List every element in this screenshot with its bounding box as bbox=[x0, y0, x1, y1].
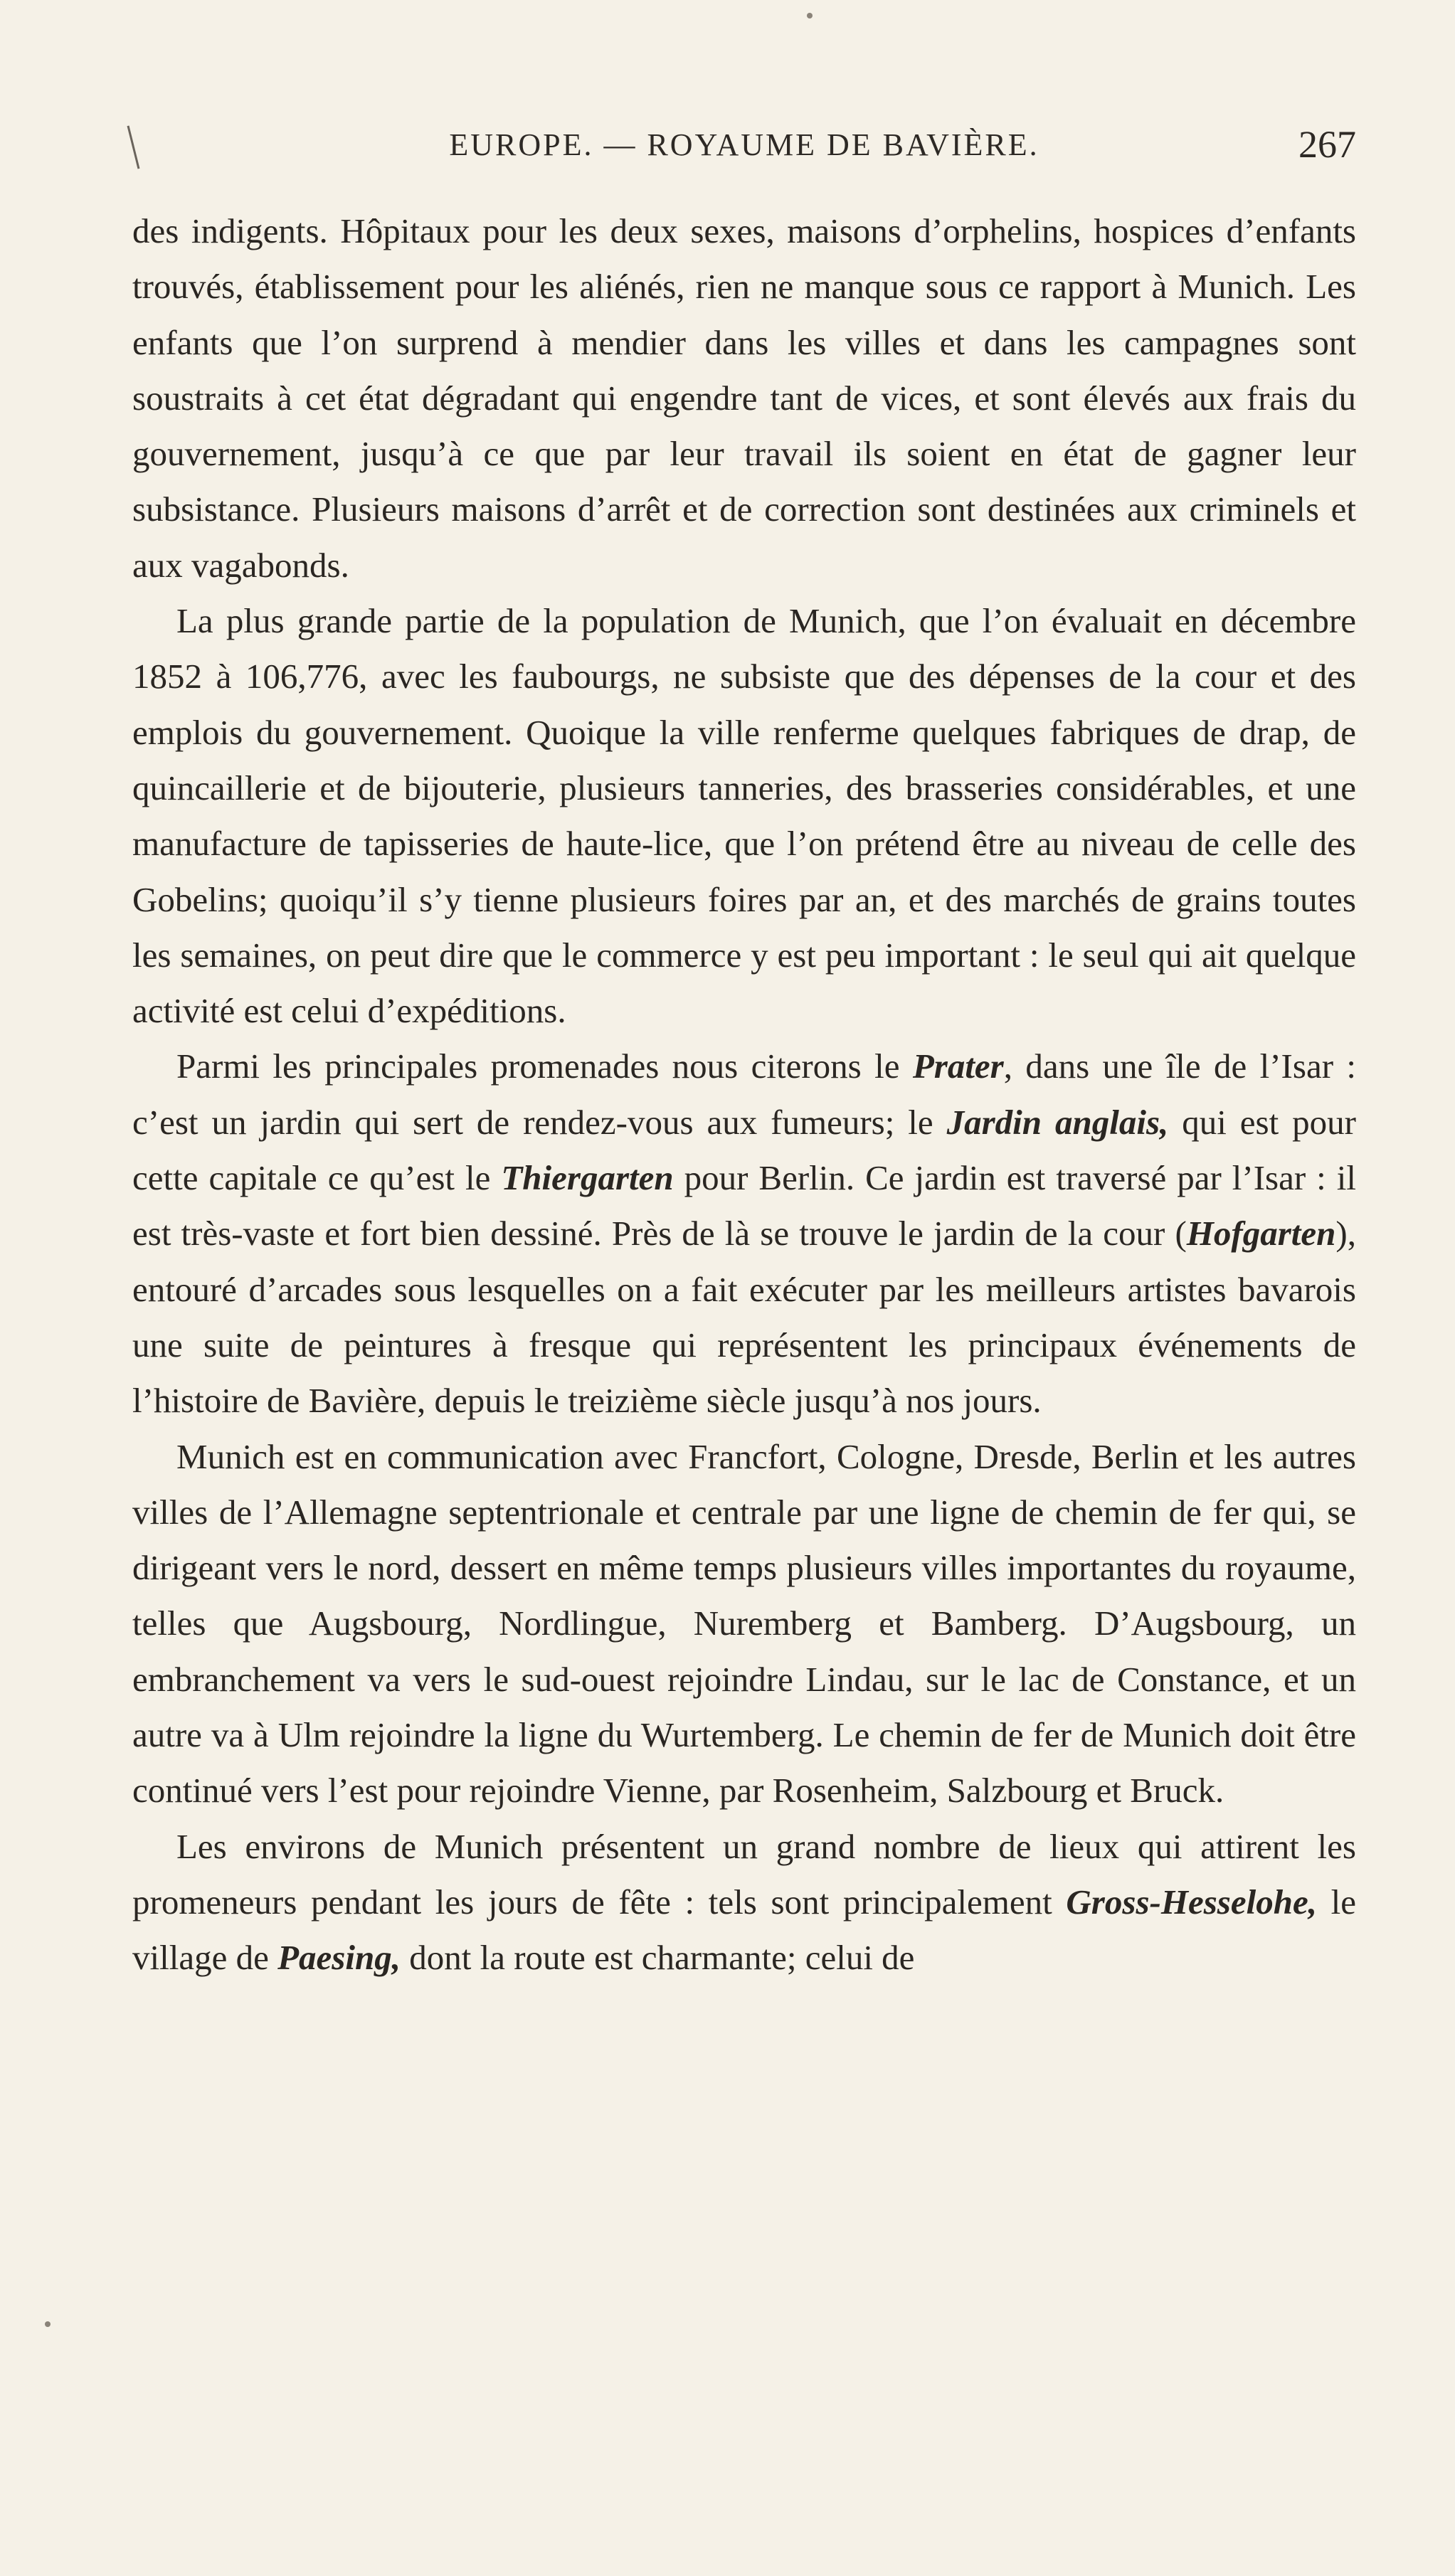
paper-speck bbox=[807, 13, 813, 18]
paragraph bbox=[132, 1039, 1356, 1429]
paragraph bbox=[132, 1819, 1356, 1986]
text-run: pour Berlin. Ce jardin est traversé par l’Isar : il est très-vaste et fort bien dessiné. Près de là se trouve le jardin de la cour ( bbox=[132, 1158, 1356, 1253]
page-number: 267 bbox=[1298, 123, 1356, 166]
running-head bbox=[132, 123, 1356, 176]
text-run: des indigents. Hôpitaux pour les deux sexes, maisons d’orphelins, hospices d’enfants trouvés, établissement pour les aliénés, rien ne manque sous ce rapport à Munich. Les enfants que l’on surprend à mendier dans les villes et dans les campagnes sont soustraits à cet état dégradant qui engendre tant de vices, et sont élevés aux frais du gouvernement, jusqu’à ce que par leur travail ils soient en état de gagner leur subsistance. Plusieurs maisons d’arrêt et de correction sont destinées aux criminels et aux vagabonds. bbox=[132, 211, 1356, 585]
text-run: ), entouré d’arcades sous lesquelles on a fait exécuter par les meilleurs artistes bavarois une suite de peintures à fresque qui représentent les principaux événements de l’histoire de Bavière, depuis le treizième siècle jusqu’à nos jours. bbox=[132, 1214, 1356, 1421]
paper-speck bbox=[45, 2321, 51, 2327]
text-run: Parmi les principales promenades nous citerons le bbox=[176, 1046, 913, 1086]
text-run: La plus grande partie de la population de Munich, que l’on évaluait en décembre 1852 à 106,776, avec les faubourgs, ne subsiste que des dépenses de la cour et des emplois du gouvernement. Quoique la ville renferme quelques fabriques de drap, de quincaillerie et de bijouterie, plusieurs tanneries, des brasseries considérables, et une manufacture de tapisseries de haute-lice, que l’on prétend être au niveau de celle des Gobelins; quoiqu’il s’y tienne plusieurs foires par an, et des marchés de grains toutes les semaines, on peut dire que le commerce y est peu important : le seul qui ait quelque activité est celui d’expéditions. bbox=[132, 601, 1356, 1031]
italic-term: Gross-Hesselohe, bbox=[1066, 1882, 1317, 1922]
italic-term: Jardin anglais, bbox=[946, 1102, 1169, 1142]
italic-term: Hofgarten bbox=[1186, 1214, 1336, 1253]
text-run: le village de bbox=[132, 1882, 1356, 1978]
text-run: qui est pour cette capitale ce qu’est le bbox=[132, 1102, 1356, 1198]
body-text bbox=[132, 203, 1356, 1986]
text-run: Munich est en communication avec Francfort, Cologne, Dresde, Berlin et les autres villes de l’Allemagne septentrionale et centrale par une ligne de chemin de fer qui, se dirigeant vers le nord, dessert en même temps plusieurs villes importantes du royaume, telles que Augsbourg, Nordlingue, Nuremberg et Bamberg. D’Augsbourg, un embranchement va vers le sud-ouest rejoindre Lindau, sur le lac de Constance, et un autre va à Ulm rejoindre la ligne du Wurtemberg. Le chemin de fer de Munich doit être continué vers l’est pour rejoindre Vienne, par Rosenheim, Salzbourg et Bruck. bbox=[132, 1436, 1356, 1811]
text-run: Les environs de Munich présentent un grand nombre de lieux qui attirent les promeneurs pendant les jours de fête : tels sont principalement bbox=[132, 1826, 1356, 1922]
running-head-title: EUROPE. — ROYAUME DE BAVIÈRE. bbox=[449, 127, 1039, 162]
paragraph bbox=[132, 203, 1356, 593]
italic-term: Thiergarten bbox=[501, 1158, 674, 1198]
italic-term: Prater bbox=[912, 1046, 1004, 1086]
paragraph bbox=[132, 593, 1356, 1039]
text-run: dont la route est charmante; celui de bbox=[400, 1938, 915, 1978]
text-run: , dans une île de l’Isar : c’est un jardin qui sert de rendez-vous aux fumeurs; le bbox=[132, 1046, 1356, 1142]
paragraph bbox=[132, 1429, 1356, 1819]
italic-term: Paesing, bbox=[277, 1938, 401, 1978]
